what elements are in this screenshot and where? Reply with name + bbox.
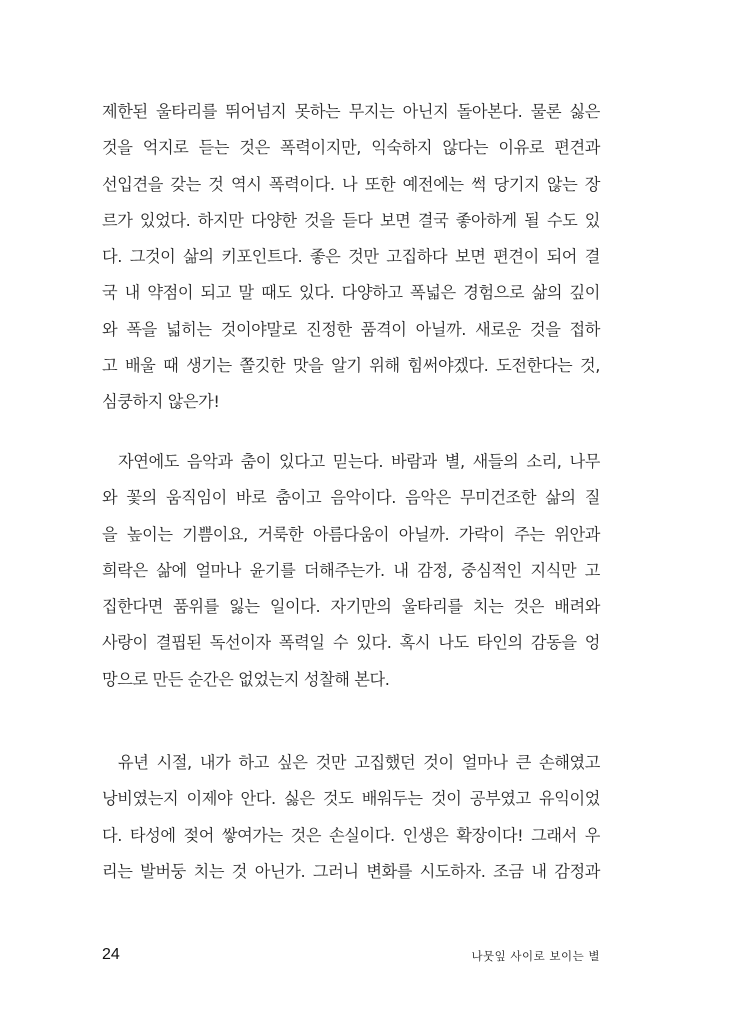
- text-line: 제한된 울타리를 뛰어넘지 못하는 무지는 아닌지 돌아본다. 물론 싫은: [102, 102, 600, 121]
- text-line: 고 배울 때 생기는 쫄깃한 맛을 알기 위해 힘써야겠다. 도전한다는 것,: [102, 356, 600, 376]
- text-line: 집한다면 품위를 잃는 일이다. 자기만의 울타리를 치는 것은 배려와: [102, 597, 600, 617]
- paragraph-2: [102, 444, 600, 698]
- paragraph-1: [102, 94, 600, 421]
- running-footer-book-title: 나뭇잎 사이로 보이는 별: [471, 949, 600, 963]
- text-line: 심쿵하지 않은가!: [102, 392, 220, 412]
- text-line: 와 꽃의 움직임이 바로 춤이고 음악이다. 음악은 무미건조한 삶의 질: [102, 488, 600, 508]
- text-line: 자연에도 음악과 춤이 있다고 믿는다. 바람과 별, 새들의 소리, 나무: [118, 452, 600, 471]
- text-line: 국 내 약점이 되고 말 때도 있다. 다양하고 폭넓은 경험으로 삶의 깊이: [102, 283, 600, 303]
- text-line: 것을 억지로 듣는 것은 폭력이지만, 익숙하지 않다는 이유로 편견과: [102, 138, 600, 158]
- text-line: 다. 그것이 삶의 키포인트다. 좋은 것만 고집하다 보면 편견이 되어 결: [102, 247, 600, 267]
- text-line: 희락은 삶에 얼마나 윤기를 더해주는가. 내 감정, 중심적인 지식만 고: [102, 560, 600, 580]
- text-line: 유년 시절, 내가 하고 싶은 것만 고집했던 것이 얼마나 큰 손해였고: [118, 753, 600, 772]
- text-line: 선입견을 갖는 것 역시 폭력이다. 나 또한 예전에는 썩 당기지 않는 장: [102, 174, 600, 194]
- text-line: 사랑이 결핍된 독선이자 폭력일 수 있다. 혹시 나도 타인의 감동을 엉: [102, 633, 600, 653]
- text-line: 을 높이는 기쁨이요, 거룩한 아름다움이 아닐까. 가락이 주는 위안과: [102, 524, 600, 544]
- paragraph-3: [102, 745, 600, 890]
- text-line: 다. 타성에 젖어 쌓여가는 것은 손실이다. 인생은 확장이다! 그래서 우: [102, 825, 600, 845]
- text-line: 낭비였는지 이제야 안다. 싫은 것도 배워두는 것이 공부였고 유익이었: [102, 789, 600, 809]
- text-line: 와 폭을 넓히는 것이야말로 진정한 품격이 아닐까. 새로운 것을 접하: [102, 319, 600, 339]
- text-line: 망으로 만든 순간은 없었는지 성찰해 본다.: [102, 669, 390, 689]
- page-number: 24: [102, 946, 120, 963]
- text-line: 리는 발버둥 치는 것 아닌가. 그러니 변화를 시도하자. 조금 내 감정과: [102, 861, 600, 881]
- text-line: 르가 있었다. 하지만 다양한 것을 듣다 보면 결국 좋아하게 될 수도 있: [102, 210, 600, 230]
